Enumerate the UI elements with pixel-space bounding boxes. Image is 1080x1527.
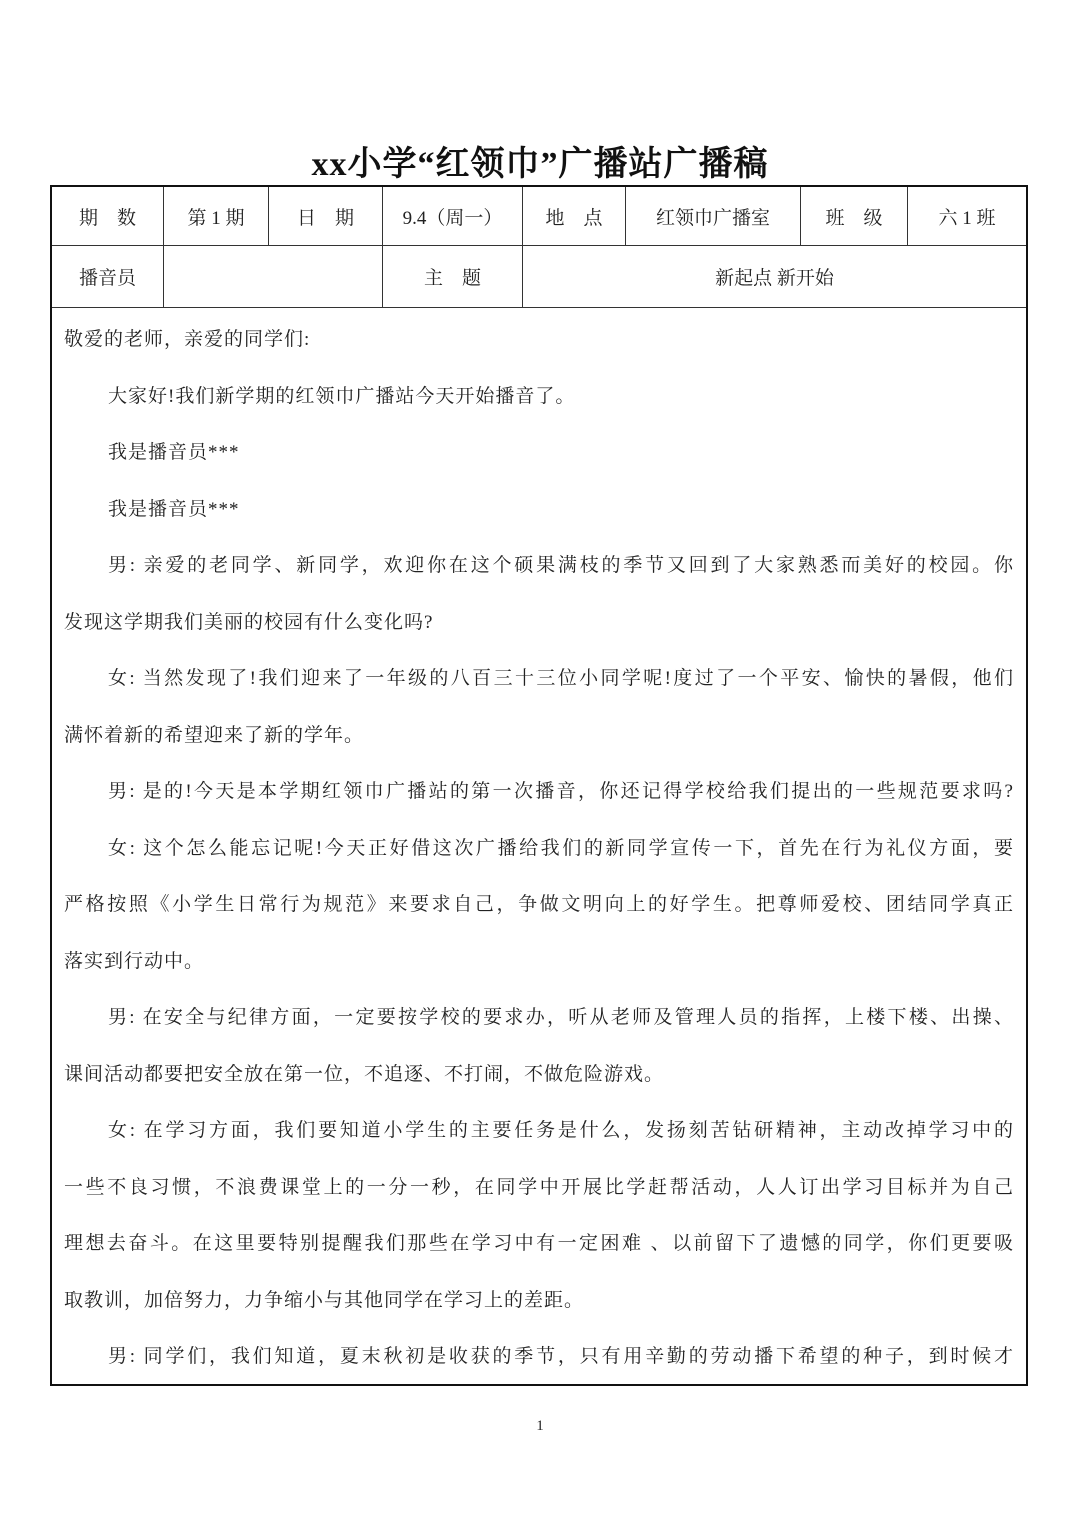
- script-line: 一些不良习惯，不浪费课堂上的一分一秒，在同学中开展比学赶帮活动，人人订出学习目标并为自己: [64, 1176, 1014, 1198]
- script-line: 女: 这个怎么能忘记呢!今天正好借这次广播给我们的新同学宣传一下，首先在行为礼仪方面，要: [108, 837, 1014, 859]
- script-paragraph: [64, 1329, 1014, 1384]
- script-paragraph: [64, 425, 1014, 482]
- script-line: 理想去奋斗。在这里要特别提醒我们那些在学习中有一定困难 、以前留下了遗憾的同学，你们更要吸: [64, 1233, 1014, 1254]
- broadcast-script-body: [52, 307, 1026, 1384]
- script-line: 落实到行动中。: [64, 950, 205, 972]
- label-issue: 期 数: [52, 187, 164, 246]
- label-location: 地 点: [523, 187, 626, 246]
- value-location: 红领巾广播室: [626, 187, 801, 246]
- value-date: 9.4（周一）: [383, 187, 523, 246]
- script-paragraph: [64, 1103, 1014, 1329]
- script-paragraph: [64, 538, 1014, 651]
- script-line: 女: 当然发现了!我们迎来了一年级的八百三十三位小同学呢!度过了一个平安、愉快的暑假，他们: [108, 668, 1014, 689]
- script-line: 课间活动都要把安全放在第一位，不追逐、不打闹，不做危险游戏。: [64, 1063, 665, 1085]
- label-theme: 主 题: [383, 246, 523, 307]
- page-number: 1: [536, 1418, 544, 1434]
- script-line: 大家好!我们新学期的红领巾广播站今天开始播音了。: [108, 385, 576, 407]
- script-paragraph: [64, 482, 1014, 539]
- script-paragraph: [64, 990, 1014, 1103]
- label-class: 班 级: [801, 187, 908, 246]
- script-line: 严格按照《小学生日常行为规范》来要求自己，争做文明向上的好学生。把尊师爱校、团结同学真正: [64, 894, 1014, 915]
- script-line: 取教训，加倍努力，力争缩小与其他同学在学习上的差距。: [64, 1289, 585, 1311]
- broadcast-table: [50, 185, 1028, 1386]
- value-issue: 第 1 期: [164, 187, 269, 246]
- value-class: 六 1 班: [908, 187, 1026, 246]
- script-line: 男: 在安全与纪律方面，一定要按学校的要求办，听从老师及管理人员的指挥，上楼下楼、出操、: [108, 1007, 1014, 1028]
- script-line: 敬爱的老师，亲爱的同学们:: [64, 329, 311, 350]
- value-theme: 新起点 新开始: [715, 268, 834, 289]
- script-line: 男: 同学们，我们知道，夏末秋初是收获的季节，只有用辛勤的劳动播下希望的种子，到时候才: [108, 1346, 1014, 1367]
- script-line: 男: 亲爱的老同学、新同学，欢迎你在这个硕果满枝的季节又回到了大家熟悉而美好的校园。你: [108, 555, 1014, 576]
- value-announcer: [164, 246, 383, 307]
- document-title: xx小学“红领巾”广播站广播稿: [311, 146, 769, 183]
- script-line: 女: 在学习方面，我们要知道小学生的主要任务是什么，发扬刻苦钻研精神，主动改掉学习中的: [108, 1120, 1014, 1141]
- script-paragraph: [64, 651, 1014, 764]
- script-line: 满怀着新的希望迎来了新的学年。: [64, 724, 365, 746]
- script-line: 我是播音员***: [108, 498, 240, 520]
- script-paragraph: [64, 821, 1014, 991]
- label-date: 日 期: [269, 187, 383, 246]
- script-paragraph: [64, 369, 1014, 426]
- script-paragraph: [64, 764, 1014, 821]
- script-line: 发现这学期我们美丽的校园有什么变化吗?: [64, 611, 434, 633]
- script-paragraph: [64, 312, 1014, 369]
- script-line: 男: 是的!今天是本学期红领巾广播站的第一次播音，你还记得学校给我们提出的一些规范要求吗?: [108, 781, 1014, 802]
- script-line: 我是播音员***: [108, 442, 240, 463]
- label-announcer: 播音员: [52, 246, 164, 307]
